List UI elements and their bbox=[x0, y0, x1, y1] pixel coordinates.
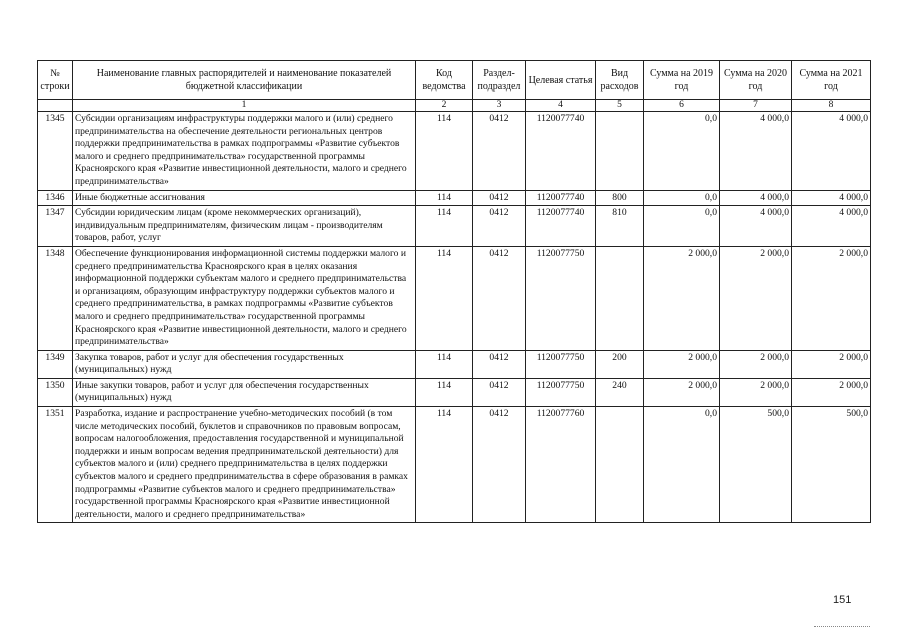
row-number-cell: 1349 bbox=[38, 350, 73, 378]
expense-type-cell: 800 bbox=[596, 190, 644, 206]
target-article-cell: 1120077740 bbox=[526, 190, 596, 206]
sum-2019-cell: 2 000,0 bbox=[644, 378, 720, 406]
dept-code-cell: 114 bbox=[416, 378, 473, 406]
header-expense-type: Вид расходов bbox=[596, 61, 644, 100]
sum-2019-cell: 0,0 bbox=[644, 190, 720, 206]
row-name-cell: Обеспечение функционирования информационной системы поддержки малого и среднего предпринимательства Красноярского края в целях оказания информационной поддержки субъектам малого и среднего предпринимательства и организациям, образующим инфраструктуру поддержки субъектов малого и среднего предпринимательства, в рамках подпрограммы «Развитие субъектов малого и среднего предпринимательства» государственной программы Красноярского края «Развитие инвестиционной деятельности, малого и среднего предпринимательства» bbox=[73, 246, 416, 350]
section-cell: 0412 bbox=[473, 350, 526, 378]
table-row bbox=[38, 190, 871, 206]
dept-code-cell: 114 bbox=[416, 190, 473, 206]
sum-2020-cell: 500,0 bbox=[720, 407, 792, 523]
table-row bbox=[38, 206, 871, 247]
table-header-row bbox=[38, 61, 871, 100]
row-number-cell: 1348 bbox=[38, 246, 73, 350]
table-row bbox=[38, 378, 871, 406]
row-name-cell: Иные закупки товаров, работ и услуг для обеспечения государственных (муниципальных) нужд bbox=[73, 378, 416, 406]
header-row-no: № строки bbox=[38, 61, 73, 100]
footer-divider bbox=[814, 626, 870, 627]
sum-2021-cell: 2 000,0 bbox=[792, 350, 871, 378]
header-dept-code: Код ведомства bbox=[416, 61, 473, 100]
budget-page bbox=[37, 60, 870, 523]
sum-2020-cell: 4 000,0 bbox=[720, 206, 792, 247]
table-row bbox=[38, 350, 871, 378]
table-row bbox=[38, 246, 871, 350]
column-number: 5 bbox=[596, 100, 644, 112]
row-name-cell: Разработка, издание и распространение учебно-методических пособий (в том числе методических пособий, буклетов и справочников по правовым вопросам, вопросам налогообложения, предоставления государственной и муниципальной поддержки и иным вопросам ведения предпринимательской деятельности) для субъектов малого и (или) среднего предпринимательства в целях поддержки субъектов малого и среднего предпринимательства в сфере образования в рамках подпрограммы «Развитие субъектов малого и среднего предпринимательства» государственной программы Красноярского края «Развитие инвестиционной деятельности, малого и среднего предпринимательства» bbox=[73, 407, 416, 523]
row-name-cell: Закупка товаров, работ и услуг для обеспечения государственных (муниципальных) нужд bbox=[73, 350, 416, 378]
row-number-cell: 1346 bbox=[38, 190, 73, 206]
expense-type-cell: 200 bbox=[596, 350, 644, 378]
sum-2021-cell: 500,0 bbox=[792, 407, 871, 523]
column-number: 7 bbox=[720, 100, 792, 112]
section-cell: 0412 bbox=[473, 206, 526, 247]
sum-2021-cell: 2 000,0 bbox=[792, 378, 871, 406]
target-article-cell: 1120077760 bbox=[526, 407, 596, 523]
target-article-cell: 1120077750 bbox=[526, 246, 596, 350]
sum-2019-cell: 0,0 bbox=[644, 407, 720, 523]
table-row bbox=[38, 407, 871, 523]
sum-2021-cell: 4 000,0 bbox=[792, 190, 871, 206]
row-number-cell: 1350 bbox=[38, 378, 73, 406]
target-article-cell: 1120077740 bbox=[526, 206, 596, 247]
sum-2019-cell: 2 000,0 bbox=[644, 350, 720, 378]
sum-2021-cell: 4 000,0 bbox=[792, 206, 871, 247]
table-row bbox=[38, 112, 871, 191]
target-article-cell: 1120077740 bbox=[526, 112, 596, 191]
column-number: 2 bbox=[416, 100, 473, 112]
section-cell: 0412 bbox=[473, 378, 526, 406]
expense-type-cell bbox=[596, 407, 644, 523]
header-name: Наименование главных распорядителей и наименование показателей бюджетной классификации bbox=[73, 61, 416, 100]
column-number: 6 bbox=[644, 100, 720, 112]
page-number: 151 bbox=[833, 594, 852, 606]
sum-2020-cell: 2 000,0 bbox=[720, 350, 792, 378]
dept-code-cell: 114 bbox=[416, 206, 473, 247]
column-number-row bbox=[38, 100, 871, 112]
sum-2020-cell: 2 000,0 bbox=[720, 246, 792, 350]
sum-2021-cell: 4 000,0 bbox=[792, 112, 871, 191]
column-number: 3 bbox=[473, 100, 526, 112]
sum-2019-cell: 2 000,0 bbox=[644, 246, 720, 350]
column-number bbox=[38, 100, 73, 112]
budget-table bbox=[37, 60, 871, 523]
sum-2020-cell: 4 000,0 bbox=[720, 112, 792, 191]
target-article-cell: 1120077750 bbox=[526, 378, 596, 406]
dept-code-cell: 114 bbox=[416, 246, 473, 350]
row-number-cell: 1351 bbox=[38, 407, 73, 523]
sum-2021-cell: 2 000,0 bbox=[792, 246, 871, 350]
row-name-cell: Субсидии юридическим лицам (кроме некоммерческих организаций), индивидуальным предпринимателям, физическим лицам - производителям товаров, работ, услуг bbox=[73, 206, 416, 247]
header-section: Раздел-подраздел bbox=[473, 61, 526, 100]
sum-2020-cell: 2 000,0 bbox=[720, 378, 792, 406]
sum-2020-cell: 4 000,0 bbox=[720, 190, 792, 206]
header-sum-2019: Сумма на 2019 год bbox=[644, 61, 720, 100]
section-cell: 0412 bbox=[473, 112, 526, 191]
target-article-cell: 1120077750 bbox=[526, 350, 596, 378]
header-target-article: Целевая статья bbox=[526, 61, 596, 100]
row-name-cell: Иные бюджетные ассигнования bbox=[73, 190, 416, 206]
header-sum-2021: Сумма на 2021 год bbox=[792, 61, 871, 100]
expense-type-cell: 240 bbox=[596, 378, 644, 406]
row-number-cell: 1345 bbox=[38, 112, 73, 191]
expense-type-cell bbox=[596, 246, 644, 350]
column-number: 4 bbox=[526, 100, 596, 112]
sum-2019-cell: 0,0 bbox=[644, 206, 720, 247]
section-cell: 0412 bbox=[473, 246, 526, 350]
row-name-cell: Субсидии организациям инфраструктуры поддержки малого и (или) среднего предпринимательства на обеспечение деятельности региональных центров поддержки предпринимательства в рамках подпрограммы «Развитие субъектов малого и среднего предпринимательства» государственной программы Красноярского края «Развитие инвестиционной деятельности, малого и среднего предпринимательства» bbox=[73, 112, 416, 191]
sum-2019-cell: 0,0 bbox=[644, 112, 720, 191]
section-cell: 0412 bbox=[473, 407, 526, 523]
row-number-cell: 1347 bbox=[38, 206, 73, 247]
dept-code-cell: 114 bbox=[416, 407, 473, 523]
column-number: 1 bbox=[73, 100, 416, 112]
header-sum-2020: Сумма на 2020 год bbox=[720, 61, 792, 100]
dept-code-cell: 114 bbox=[416, 350, 473, 378]
section-cell: 0412 bbox=[473, 190, 526, 206]
dept-code-cell: 114 bbox=[416, 112, 473, 191]
expense-type-cell: 810 bbox=[596, 206, 644, 247]
expense-type-cell bbox=[596, 112, 644, 191]
column-number: 8 bbox=[792, 100, 871, 112]
